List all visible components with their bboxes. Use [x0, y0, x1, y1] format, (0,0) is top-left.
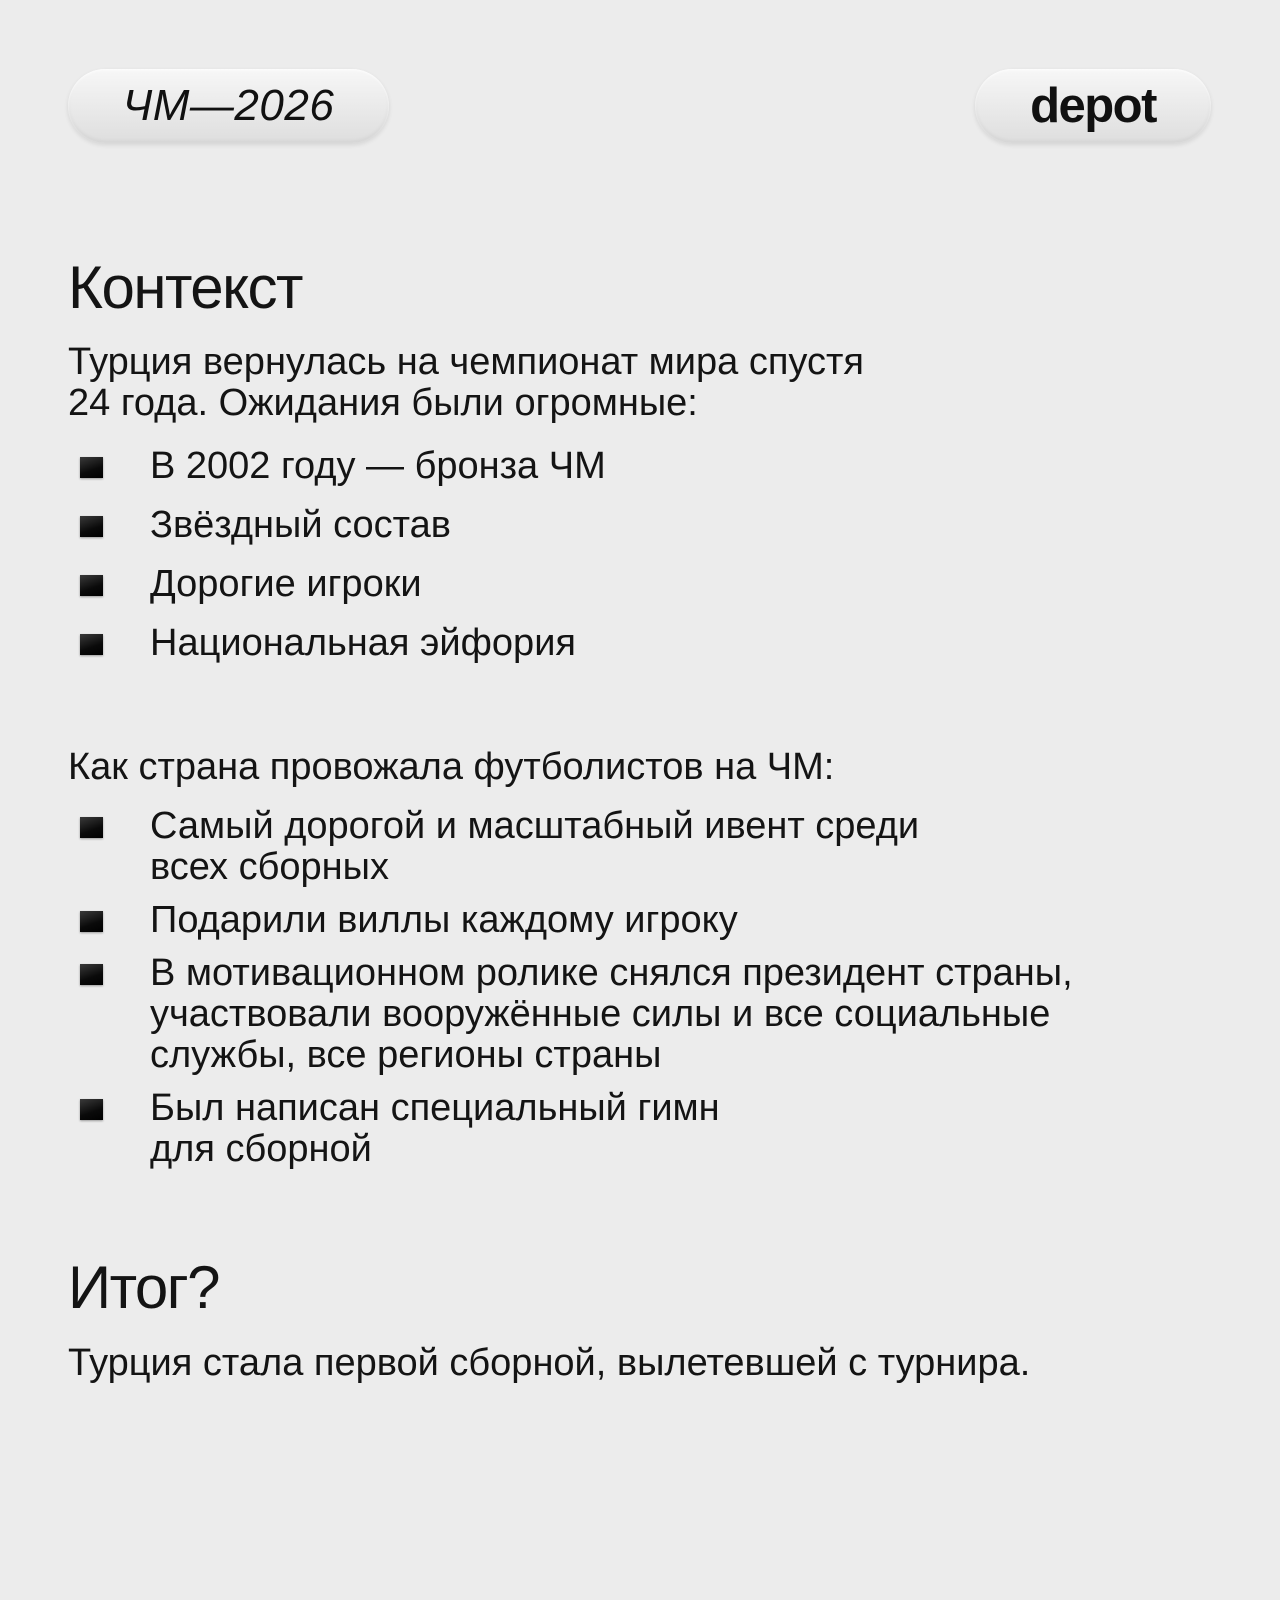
square-bullet-icon	[80, 634, 103, 655]
square-bullet-icon	[80, 817, 103, 838]
list-item	[68, 900, 1228, 941]
square-bullet-icon	[80, 1099, 103, 1120]
list-item-text: В мотивационном ролике снялся президент страны, участвовали вооружённые силы и все социальные службы, все регионы страны	[150, 952, 1073, 1076]
list-item-text: В 2002 году — бронза ЧМ	[150, 445, 606, 487]
list-item	[68, 623, 1228, 664]
list-item	[68, 564, 1228, 605]
brand-logo-pill	[975, 69, 1211, 143]
tag-pill	[68, 69, 389, 143]
list-item	[68, 953, 1228, 1076]
context-intro: Турция вернулась на чемпионат мира спустя 24 года. Ожидания были огромные:	[68, 341, 864, 424]
sendoff-list	[68, 806, 1228, 1182]
square-bullet-icon	[80, 575, 103, 596]
result-text: Турция стала первой сборной, вылетевшей с турнира.	[68, 1342, 1031, 1384]
list-item	[68, 446, 1228, 487]
list-item	[68, 1088, 1228, 1170]
square-bullet-icon	[80, 911, 103, 932]
list-item-text: Самый дорогой и масштабный ивент среди всех сборных	[150, 805, 920, 888]
list-item-text: Национальная эйфория	[150, 622, 576, 664]
square-bullet-icon	[80, 516, 103, 537]
list-item-text: Подарили виллы каждому игроку	[150, 899, 738, 941]
result-heading: Итог?	[68, 1254, 220, 1321]
tag-label: ЧМ—2026	[122, 81, 335, 130]
list-item	[68, 806, 1228, 888]
list-item-text: Дорогие игроки	[150, 563, 422, 605]
sendoff-intro: Как страна провожала футболистов на ЧМ:	[68, 746, 835, 788]
list-item	[68, 505, 1228, 546]
list-item-text: Звёздный состав	[150, 504, 451, 546]
list-item-text: Был написан специальный гимн для сборной	[150, 1087, 720, 1170]
square-bullet-icon	[80, 457, 103, 478]
context-heading: Контекст	[68, 254, 303, 321]
square-bullet-icon	[80, 964, 103, 985]
brand-logo: depot	[1030, 79, 1156, 133]
context-list	[68, 446, 1228, 682]
